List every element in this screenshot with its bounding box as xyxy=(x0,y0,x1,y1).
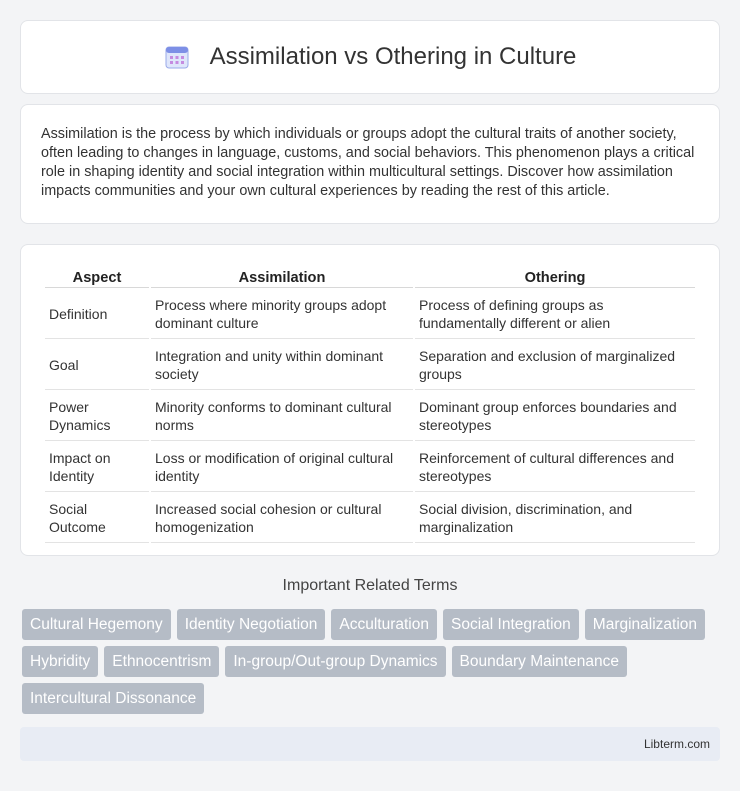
table-cell: Integration and unity within dominant society xyxy=(151,341,413,390)
table-cell: Social division, discrimination, and marginalization xyxy=(415,494,695,543)
table-cell: Process where minority groups adopt dominant culture xyxy=(151,290,413,339)
term-tag[interactable]: Boundary Maintenance xyxy=(452,646,627,677)
term-tag[interactable]: Cultural Hegemony xyxy=(22,609,171,640)
term-tag[interactable]: Social Integration xyxy=(443,609,579,640)
footer-site-link[interactable]: Libterm.com xyxy=(643,737,710,751)
column-header-othering: Othering xyxy=(415,267,695,288)
term-tag[interactable]: Hybridity xyxy=(22,646,98,677)
table-cell: Separation and exclusion of marginalized groups xyxy=(415,341,695,390)
table-row xyxy=(45,494,695,543)
column-header-aspect: Aspect xyxy=(45,267,149,288)
comparison-table xyxy=(43,265,697,545)
intro-card xyxy=(20,104,720,224)
term-tag[interactable]: Acculturation xyxy=(331,609,437,640)
table-row xyxy=(45,392,695,441)
table-cell: Social Outcome xyxy=(45,494,149,543)
column-header-assimilation: Assimilation xyxy=(151,267,413,288)
term-tag[interactable]: Intercultural Dissonance xyxy=(22,683,204,714)
related-terms-title: Important Related Terms xyxy=(282,577,458,594)
table-row xyxy=(45,341,695,390)
term-tag[interactable]: Ethnocentrism xyxy=(104,646,219,677)
term-tag[interactable]: Marginalization xyxy=(585,609,705,640)
table-cell: Definition xyxy=(45,290,149,339)
term-tag[interactable]: Identity Negotiation xyxy=(177,609,326,640)
table-row xyxy=(45,290,695,339)
term-tag[interactable]: In-group/Out-group Dynamics xyxy=(225,646,445,677)
page-title: Assimilation vs Othering in Culture xyxy=(209,43,577,70)
table-cell: Goal xyxy=(45,341,149,390)
table-row xyxy=(45,443,695,492)
footer xyxy=(20,727,720,761)
related-terms-list xyxy=(22,609,722,720)
table-cell: Dominant group enforces boundaries and stereotypes xyxy=(415,392,695,441)
header-card xyxy=(20,20,720,94)
calendar-icon xyxy=(164,44,190,70)
intro-text: Assimilation is the process by which individuals or groups adopt the cultural traits of another society, often leading to changes in language, customs, and social behaviors. This phenomenon plays a critical role in shaping identity and social integration within multicultural settings. Discover how assimilation impacts communities and your own cultural experiences by reading the rest of this article. xyxy=(41,126,695,199)
table-cell: Minority conforms to dominant cultural norms xyxy=(151,392,413,441)
table-cell: Power Dynamics xyxy=(45,392,149,441)
table-cell: Process of defining groups as fundamentally different or alien xyxy=(415,290,695,339)
table-cell: Increased social cohesion or cultural homogenization xyxy=(151,494,413,543)
table-cell: Loss or modification of original cultural identity xyxy=(151,443,413,492)
table-cell: Reinforcement of cultural differences and stereotypes xyxy=(415,443,695,492)
comparison-table-card xyxy=(20,244,720,556)
table-cell: Impact on Identity xyxy=(45,443,149,492)
